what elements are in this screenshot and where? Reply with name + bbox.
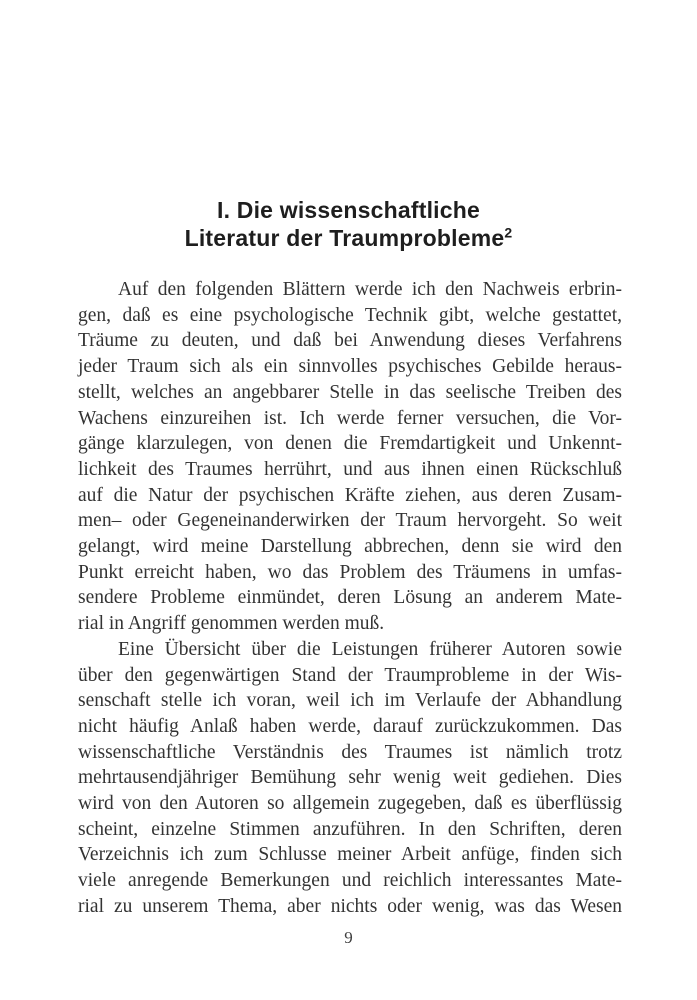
text-line: stellt, welches an angebbarer Stelle in das seelische Treiben des <box>78 381 622 403</box>
text-line: nicht häufig Anlaß haben werde, darauf zurückzukommen. Das <box>78 715 622 737</box>
chapter-heading <box>0 196 697 252</box>
text-line: gen, daß es eine psychologische Technik gibt, welche gestattet, <box>78 304 622 326</box>
footnote-marker: 2 <box>504 224 513 241</box>
text-line: Punkt erreicht haben, wo das Problem des Träumens in umfas- <box>78 561 622 583</box>
text-line: jeder Traum sich als ein sinnvolles psychisches Gebilde heraus- <box>78 356 622 378</box>
text-line: gelangt, wird meine Darstellung abbrechen, denn sie wird den <box>78 536 622 558</box>
text-line: wird von den Autoren so allgemein zugegeben, daß es überflüssig <box>78 793 622 815</box>
text-line: rial in Angriff genommen werden muß. <box>78 613 385 635</box>
text-line: gänge klarzulegen, von denen die Fremdartigkeit und Unkennt- <box>78 433 622 455</box>
text-line: Wachens einzureihen ist. Ich werde ferner versuchen, die Vor- <box>78 407 622 429</box>
text-line: Eine Übersicht über die Leistungen früherer Autoren sowie <box>118 638 622 660</box>
text-line: rial zu unserem Thema, aber nichts oder wenig, was das Wesen <box>78 895 622 917</box>
text-line: wissenschaftliche Verständnis des Traumes ist nämlich trotz <box>78 741 622 763</box>
page-number: 9 <box>344 928 353 947</box>
text-line: Träume zu deuten, und daß bei Anwendung dieses Verfahrens <box>78 330 622 352</box>
paragraph-2 <box>78 637 622 920</box>
text-line: scheint, einzelne Stimmen anzuführen. In den Schriften, deren <box>78 818 622 840</box>
text-line: auf die Natur der psychischen Kräfte ziehen, aus deren Zusam- <box>78 484 622 506</box>
body-text <box>78 277 622 920</box>
paragraph-1 <box>78 277 622 637</box>
text-line: lichkeit des Traumes herrührt, und aus ihnen einen Rückschluß <box>78 458 622 480</box>
text-line: sendere Probleme einmündet, deren Lösung an anderem Mate- <box>78 587 622 609</box>
text-line: viele anregende Bemerkungen und reichlich interessantes Mate- <box>78 870 622 892</box>
text-line: senschaft stelle ich voran, weil ich im Verlaufe der Abhandlung <box>78 690 622 712</box>
text-line: Verzeichnis ich zum Schlusse meiner Arbeit anfüge, finden sich <box>78 844 622 866</box>
text-line: über den gegenwärtigen Stand der Traumprobleme in der Wis- <box>78 664 622 686</box>
text-line: Auf den folgenden Blättern werde ich den Nachweis erbrin- <box>118 279 622 300</box>
chapter-heading-line2: Literatur der Traumprobleme <box>184 225 505 251</box>
text-line: men– oder Gegeneinanderwirken der Traum hervorgeht. So weit <box>78 510 622 532</box>
text-line: mehrtausendjähriger Bemühung sehr wenig weit gediehen. Dies <box>78 767 622 789</box>
chapter-heading-line1: I. Die wissenschaftliche <box>216 197 480 223</box>
